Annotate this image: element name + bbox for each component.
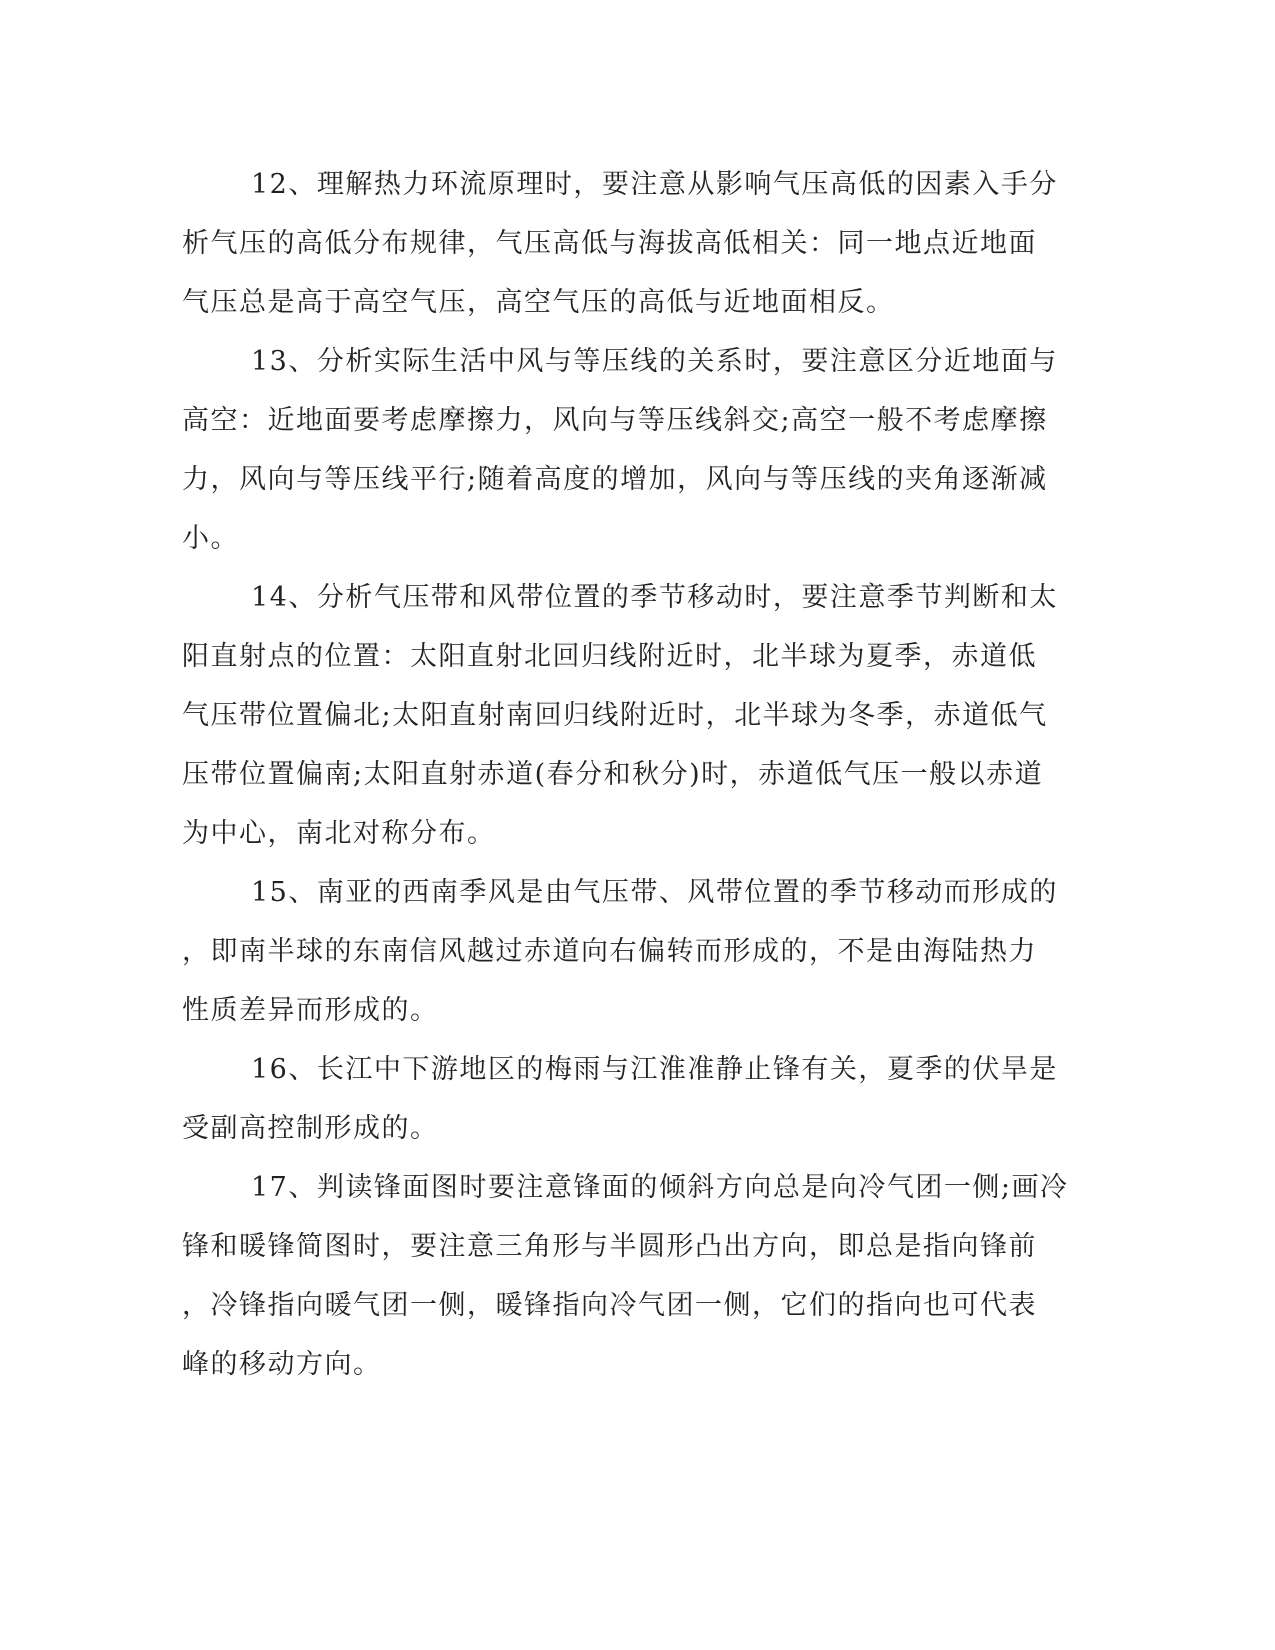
paragraph-line: 高空：近地面要考虑摩擦力，风向与等压线斜交;高空一般不考虑摩擦 bbox=[182, 405, 1048, 436]
paragraph-line: 压带位置偏南;太阳直射赤道(春分和秋分)时，赤道低气压一般以赤道 bbox=[182, 759, 1044, 790]
paragraph-line: 力，风向与等压线平行;随着高度的增加，风向与等压线的夹角逐渐减 bbox=[182, 464, 1048, 495]
paragraph-line: 15、南亚的西南季风是由气压带、风带位置的季节移动而形成的 bbox=[251, 877, 1058, 908]
paragraph-line: 14、分析气压带和风带位置的季节移动时，要注意季节判断和太 bbox=[251, 582, 1058, 613]
paragraph-16 bbox=[182, 1040, 1058, 1158]
paragraph-line: 小。 bbox=[182, 523, 239, 554]
paragraph-14 bbox=[182, 568, 1058, 863]
paragraph-12 bbox=[182, 155, 1058, 332]
paragraph-line: 受副高控制形成的。 bbox=[182, 1113, 439, 1144]
paragraph-line: 气压带位置偏北;太阳直射南回归线附近时，北半球为冬季，赤道低气 bbox=[182, 700, 1048, 731]
paragraph-15 bbox=[182, 863, 1058, 1040]
paragraph-line: 析气压的高低分布规律，气压高低与海拔高低相关：同一地点近地面 bbox=[182, 228, 1037, 259]
paragraph-line: 12、理解热力环流原理时，要注意从影响气压高低的因素入手分 bbox=[251, 169, 1058, 200]
paragraph-line: 16、长江中下游地区的梅雨与江淮准静止锋有关，夏季的伏旱是 bbox=[251, 1054, 1058, 1085]
paragraph-13 bbox=[182, 332, 1058, 568]
paragraph-17 bbox=[182, 1158, 1069, 1394]
paragraph-line: 锋和暖锋简图时，要注意三角形与半圆形凸出方向，即总是指向锋前 bbox=[182, 1231, 1037, 1262]
paragraph-line: 为中心，南北对称分布。 bbox=[182, 818, 496, 849]
paragraph-line: 13、分析实际生活中风与等压线的关系时，要注意区分近地面与 bbox=[251, 346, 1058, 377]
paragraph-line: ，即南半球的东南信风越过赤道向右偏转而形成的，不是由海陆热力 bbox=[182, 936, 1037, 967]
paragraph-line: 峰的移动方向。 bbox=[182, 1349, 382, 1380]
paragraph-line: 性质差异而形成的。 bbox=[182, 995, 439, 1026]
paragraph-line: ，冷锋指向暖气团一侧，暖锋指向冷气团一侧，它们的指向也可代表 bbox=[182, 1290, 1037, 1321]
paragraph-line: 阳直射点的位置：太阳直射北回归线附近时，北半球为夏季，赤道低 bbox=[182, 641, 1037, 672]
paragraph-line: 17、判读锋面图时要注意锋面的倾斜方向总是向冷气团一侧;画冷 bbox=[251, 1172, 1069, 1203]
paragraph-line: 气压总是高于高空气压，高空气压的高低与近地面相反。 bbox=[182, 287, 895, 318]
document-body bbox=[182, 155, 1069, 1394]
